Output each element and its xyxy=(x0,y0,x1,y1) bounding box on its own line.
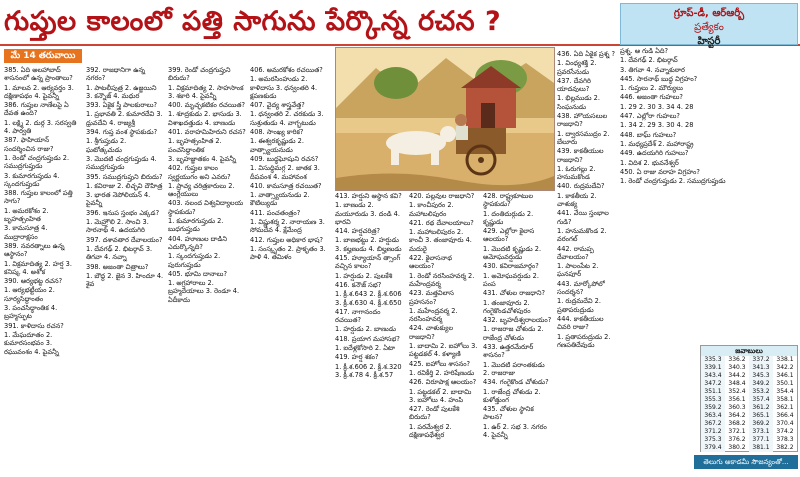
question-line: 1. ఈశ్వరకృష్ణుడు 2. వాత్స్యాయనుడు xyxy=(250,137,304,154)
question-line: 438. హొయసలుల రాజధాని? xyxy=(557,112,608,129)
question-line: 1. పట్టడకల్ 2. బాదామి 3. ఐహోలు 4. హంపి xyxy=(409,387,472,404)
question-line: 437. దేవగిరి యాదవులు? xyxy=(557,76,591,94)
question-line: 1. రాజరాజ చోళుడు 2. రాజేంద్ర చోళుడు xyxy=(483,325,544,342)
question-line: 1. బౌద్ధ 2. జైన 3. హిందూ 4. శైవ xyxy=(86,271,164,289)
question-line: 445. సారనాథ్ బుద్ధ విగ్రహం? xyxy=(620,74,698,83)
question-line: 1. రెండో చంద్రగుప్తుడు 2. సముద్రగుప్తుడు xyxy=(620,177,726,186)
question-line: 1. తంజావూరు 2. గంగైకొండచోళపురం xyxy=(483,298,531,315)
answer-cell: 335.3 xyxy=(701,356,725,364)
answer-cell: 341.3 xyxy=(749,364,773,372)
question-line: 412. గుప్తుల అధికార భాష? xyxy=(250,235,323,244)
answers-title: జవాబులు xyxy=(701,346,797,356)
question-line: 1. రాజేంద్ర చోళుడు 2. కుళోత్తుంగ xyxy=(483,387,541,404)
question-line: 1. అమరసింహుడు 2. కాళిదాసు 3. ధన్వంతరి 4. క్షపణకుడు xyxy=(250,75,318,100)
question-line: 395. సముద్రగుప్తుని బిరుదు? xyxy=(86,172,163,181)
question-line: 422. కైలాసనాథ ఆలయం? xyxy=(409,254,453,271)
question-line: 434. గంగైకొండ చోళుడు? xyxy=(483,378,549,387)
question-line: 1. క్రీ.శ.606 2. క్రీ.శ.320 3. క్రీ.శ.78 4. క్రీ.శ.57 xyxy=(335,362,402,379)
answer-cell: 363.4 xyxy=(701,412,725,420)
question-line: 429. ఎల్లోరా కైలాస ఆలయం? xyxy=(483,227,535,244)
question-line: 428. రాష్ట్రకూటుల స్థాపకుడు? xyxy=(483,192,534,209)
question-line: 410. కామసూత్ర రచయిత? xyxy=(250,181,322,190)
question-line: 1. మహాబలిపురం 2. కాంచీ 3. తంజావూరు 4. మదురై xyxy=(409,228,472,253)
question-line: 1. స్కందగుప్తుడు 2. పురుగుప్తుడు xyxy=(168,252,221,269)
answer-cell: 340.3 xyxy=(728,364,746,371)
question-line: 1. క్రీ.శ.643 2. క్రీ.శ.606 3. క్రీ.శ.630 4. క్రీ.శ.650 xyxy=(335,290,402,307)
question-line: 393. ఏకైక స్త్రీ పాలకురాలు? xyxy=(86,101,158,110)
question-line: 442. రామప్ప దేవాలయం? xyxy=(557,244,594,261)
question-line: 407. వైద్య శాస్త్రవేత్త? xyxy=(250,101,305,110)
series-title: గ్రూప్-డీ, ఆర్ఆర్బీ xyxy=(673,8,745,19)
question-line: 1. సంస్కృతం 2. ప్రాకృతం 3. పాళి 4. తమిళం xyxy=(250,244,326,262)
question-line: 1. కుమారగుప్తుడు 2. బుధగుప్తుడు xyxy=(168,217,224,234)
answer-cell: 368.2 xyxy=(728,420,746,427)
answer-cell: 336.2 xyxy=(728,356,746,363)
question-line: 1. మొదటి కృష్ణుడు 2. అమోఘవర్షుడు xyxy=(483,244,542,262)
answer-cell: 365.1 xyxy=(749,412,773,420)
question-line: 1. విదిశ 2. భువనేశ్వర్ xyxy=(620,158,679,167)
question-line: 435. చోళుల స్థానిక పాలన? xyxy=(483,405,534,422)
question-line: 1. పాటలీపుత్ర 2. ఉజ్జయిని 3. కన్నౌజ్ 4. మధుర xyxy=(86,83,157,100)
question-line: 441. వేయి స్తంభాల గుడి? xyxy=(557,209,609,226)
question-line: 1. అగ్రహారాలు 2. బ్రహ్మదేయాలు 3. రెండూ 4. ఏదీకాదు xyxy=(168,279,240,304)
question-line: 1. మేఘదూతం 2. కుమారసంభవం 3. రఘువంశం 4. పైవన్నీ xyxy=(4,330,59,356)
question-line: 1. కాంచీపురం 2. మహాబలిపురం xyxy=(409,201,454,218)
answer-cell: 343.4 xyxy=(701,372,725,380)
answer-cell: 339.1 xyxy=(701,364,725,372)
question-line: 447. ఎల్లోరా గుహలు? xyxy=(620,112,680,121)
answer-cell: 357.4 xyxy=(749,396,773,404)
question-line: 430. కవిరాజమార్గం? xyxy=(483,262,539,271)
question-line: 418. ప్రయాగ మహాసభ? xyxy=(335,334,400,343)
answer-cell: 374.2 xyxy=(776,428,794,435)
question-line: 1. ఓరుగల్లు 2. హనుమకొండ xyxy=(557,164,596,182)
answer-cell: 372.1 xyxy=(728,428,746,435)
question-line: 396. ఇనుప స్తంభం ఎక్కడ? xyxy=(86,208,160,217)
question-line: 443. మార్కోపోలో సందర్శన? xyxy=(557,279,605,297)
answer-cell: 367.2 xyxy=(701,420,725,428)
answer-cell: 353.2 xyxy=(749,388,773,396)
answers-table xyxy=(700,345,798,452)
answer-cell: 369.2 xyxy=(749,420,773,428)
question-column-6 xyxy=(409,192,479,474)
question-line: 394. గుప్త వంశ స్థాపకుడు? xyxy=(86,128,158,137)
answer-cell: 377.1 xyxy=(749,436,773,444)
question-line: 432. బృహదీశ్వరాలయం? xyxy=(483,316,552,325)
answer-cell: 356.1 xyxy=(728,396,746,403)
question-line: 1. కవిరాజు 2. లిచ్ఛవి దౌహిత్ర xyxy=(86,181,163,190)
answer-cell: 352.4 xyxy=(728,388,746,395)
question-line: 3. కుమారగుప్తుడు 4. స్కందగుప్తుడు xyxy=(4,171,60,188)
question-line: ప్రశ్న. ఆ గుడి ఏది? xyxy=(620,47,669,55)
answer-cell: 350.1 xyxy=(776,380,794,387)
question-line: 1. ప్రతాపరుద్రుడు 2. గణపతిదేవుడు xyxy=(557,332,611,349)
question-line: 416. కనౌజ్ సభ? xyxy=(335,280,382,289)
question-line: 1. ప్రాచ్య చరిత్రకారులు 2. ఆంగ్లేయులు xyxy=(168,181,235,199)
question-line: 1. రుద్రమదేవి 2. ప్రతాపరుద్రుడు xyxy=(557,297,601,314)
question-line: 1. దేవగఢ్ 2. భిటర్గావ్ xyxy=(620,56,678,65)
question-line: 1. కాకతీయ 2. చాళుక్య xyxy=(557,191,597,209)
question-line: 3. బృహజ్జాతకం 4. పైవన్నీ xyxy=(168,154,237,163)
answer-cell: 349.2 xyxy=(749,380,773,388)
series-subtitle: ప్రత్యేకం xyxy=(694,22,724,33)
answers-grid xyxy=(701,356,797,452)
question-line: 1. 34 2. 29 3. 30 4. 28 xyxy=(620,121,694,130)
question-line: 1. వాత్స్యాయనుడు 2. కౌటిల్యుడు xyxy=(250,191,310,208)
question-column-1 xyxy=(4,66,82,474)
question-line: 3. భారత నెపోలియన్ 4. పైవన్నీ xyxy=(86,191,151,208)
question-line: 1. ఆర్యభట్టీయం 2. సూర్యసిద్ధాంతం xyxy=(4,286,55,303)
question-line: 413. హర్షుని ఆస్థాన కవి? xyxy=(335,192,402,200)
answer-cell: 346.1 xyxy=(776,372,794,379)
answer-cell: 355.3 xyxy=(701,396,725,404)
answer-cell: 371.2 xyxy=(701,428,725,436)
question-line: 1. ఐదేళ్లకోసారి 2. ఏటా xyxy=(335,344,396,353)
question-column-8 xyxy=(557,50,615,474)
question-line: 426. విరూపాక్ష ఆలయం? xyxy=(409,378,477,387)
answer-cell: 345.3 xyxy=(749,372,773,380)
question-line: 389. నవరత్నాలు ఉన్న ఆస్థానం? xyxy=(4,241,65,259)
question-line: 388. గుప్తుల కాలంలో పత్తి సాగు? xyxy=(4,189,73,206)
question-line: 423. మత్తవిలాస ప్రహసనం? xyxy=(409,289,454,306)
question-line: 1. అమోఘవర్షుడు 2. పంప xyxy=(483,271,539,288)
question-line: 392. రాజధానిగా ఉన్న నగరం? xyxy=(86,66,146,83)
answer-cell: 373.1 xyxy=(749,428,773,436)
question-line: 419. హర్ష శకం? xyxy=(335,353,379,362)
question-line: 403. నలంద విశ్వవిద్యాలయ స్థాపకుడు? xyxy=(168,199,244,216)
answer-cell: 362.1 xyxy=(776,404,794,411)
question-line: 391. కాళిదాసు రచన? xyxy=(4,321,64,330)
question-line: 420. పల్లవుల రాజధాని? xyxy=(409,192,475,200)
question-line: 414. హర్షచరిత్ర? xyxy=(335,227,381,236)
question-line: 425. ఐహోలు శాసనం? xyxy=(409,359,471,368)
answer-cell: 360.3 xyxy=(728,404,746,411)
question-line: 1. మొదటి పరాంతకుడు 2. రాజరాజు xyxy=(483,360,545,377)
courtesy-footer: తెలుగు అకాడమీ సౌజన్యంతో... xyxy=(694,455,798,469)
question-line: 1. బాణభట్టు 2. హర్షుడు 3. కల్హణుడు 4. బిల్హణుడు xyxy=(335,236,402,253)
question-line: 439. కాకతీయుల రాజధాని? xyxy=(557,147,604,164)
answer-cell: 366.4 xyxy=(776,412,794,419)
question-line: 1. హర్షుడు 2. పులకేశి xyxy=(335,271,393,280)
answer-cell: 342.2 xyxy=(776,364,794,371)
question-line: 399. రెండో చంద్రగుప్తుని బిరుదు? xyxy=(168,66,231,83)
answer-cell: 378.3 xyxy=(776,436,794,443)
question-column-2 xyxy=(86,66,164,474)
question-line: 1. రెండో చంద్రగుప్తుడు 2. సముద్రగుప్తుడు xyxy=(4,153,70,171)
question-line: 3. తిగవా 4. నచ్నాకుఠార xyxy=(620,65,685,74)
answer-cell: 382.2 xyxy=(776,444,794,451)
question-column-5 xyxy=(335,192,405,474)
question-line: 1. బృహత్సంహిత 2. పంచసిద్ధాంతిక xyxy=(168,137,222,154)
question-line: 402. గుప్తుల కాలం స్వర్ణయుగం అని ఎవరు? xyxy=(168,164,231,181)
answer-cell: 379.4 xyxy=(701,444,725,452)
question-line: 1. 29 2. 30 3. 34 4. 28 xyxy=(620,102,694,111)
question-line: 385. ఏది అలహాబాద్ శాసనంలో ఉన్న ప్రాంతాలు? xyxy=(4,66,73,83)
answer-cell: 380.2 xyxy=(728,444,746,451)
question-column-3 xyxy=(168,66,246,474)
question-line: 408. సాంఖ్య కారిక? xyxy=(250,128,304,137)
question-line: 405. భూమి దానాలు? xyxy=(168,269,227,278)
question-line: 1. మెహ్రౌలి 2. సాంచి 3. సారనాథ్ 4. ఉదయగిరి xyxy=(86,218,149,235)
answer-cell: 348.4 xyxy=(728,380,746,387)
question-line: 3. పంచసిద్ధాంతిక 4. బ్రహ్మస్ఫుట xyxy=(4,304,58,321)
question-line: 1. బాణుడు 2. మయూరుడు 3. దండి 4. భారవి xyxy=(335,201,400,226)
question-line: 1. బాదామి 2. ఐహోలు 3. పట్టడకల్ 4. కళ్యాణి xyxy=(409,342,478,359)
question-line: 1. ధన్వంతరి 2. చరకుడు 3. సుశ్రుతుడు 4. వాగ్భటుడు xyxy=(250,110,324,127)
question-line: 449. ఉదయగిరి గుహలు? xyxy=(620,149,689,158)
question-line: 400. మృచ్ఛకటికం రచయిత? xyxy=(168,101,245,110)
question-line: 1. దేవగఢ్ 2. భిటర్గావ్ 3. తిగవా 4. నచ్నా xyxy=(86,244,153,262)
subject-label: హిస్టరీ xyxy=(697,36,721,47)
question-line: 1. ఉర్ 2. సభ 3. నగరం 4. పైవన్నీ xyxy=(483,422,547,440)
question-line: 1. హర్షుడు 2. బాణుడు xyxy=(335,325,396,334)
answer-cell: 338.1 xyxy=(776,356,794,363)
question-line: 1. అమరకోశం 2. బృహత్సంహిత xyxy=(4,206,49,224)
answer-cell: 358.1 xyxy=(776,396,794,403)
question-line: 390. ఆర్యభట్ట రచన? xyxy=(4,277,63,286)
question-column-7 xyxy=(483,192,553,474)
question-line: 446. అజంతా గుహలు? xyxy=(620,93,683,102)
question-line: 1. హనుమకొండ 2. వరంగల్ xyxy=(557,226,607,244)
question-line: 1. పాలంపేట 2. ఘనపూర్ xyxy=(557,262,599,279)
question-line: 1. విష్ణుశర్మ 2. నారాయణ 3. సోమదేవ 4. క్షేమేంద్ర xyxy=(250,218,325,235)
question-line: 404. హూణుల దాడిని ఎదుర్కొన్నది? xyxy=(168,234,228,251)
question-line: 387. ఫాహియాన్ సందర్శించిన రాజు? xyxy=(4,136,54,153)
answer-cell: 347.2 xyxy=(701,380,725,388)
answer-cell: 381.1 xyxy=(749,444,773,452)
question-line: 1. ద్వారసముద్రం 2. బేలూరు xyxy=(557,129,610,146)
question-line: 433. ఉత్తరమేరూర్ శాసనం? xyxy=(483,343,534,360)
question-line: 421. రథ దేవాలయాలు? xyxy=(409,218,474,227)
answer-cell: 364.2 xyxy=(728,412,746,419)
question-line: 1. లక్ష్మి 2. దుర్గ 3. సరస్వతి 4. పార్వతి xyxy=(4,118,77,136)
question-line: 415. హ్యూయాన్ త్సాంగ్ వచ్చిన కాలం? xyxy=(335,254,401,271)
question-line: 417. నాగానందం రచయిత? xyxy=(335,307,381,325)
question-line: 1. రెండో నరసింహవర్మ 2. మహేంద్రవర్మ xyxy=(409,271,475,288)
question-line: 444. కాకతీయుల చివరి రాజు? xyxy=(557,314,604,332)
question-line: 1. రవికీర్తి 2. హరిషేణుడు xyxy=(409,368,475,377)
answer-cell: 354.4 xyxy=(776,388,794,395)
question-line: 3. మొదటి చంద్రగుప్తుడు 4. సముద్రగుప్తుడు xyxy=(86,154,157,172)
question-line: 386. గుప్తుల నాణేలపై ఏ దేవత ఉంది? xyxy=(4,101,69,118)
question-column-9 xyxy=(620,47,796,342)
answer-cell: 376.2 xyxy=(728,436,746,443)
question-line: 406. అమరకోశం రచయిత? xyxy=(250,66,323,74)
historical-painting xyxy=(335,47,555,191)
question-line: 1. విక్రమాదిత్య 2. హర్ష 3. కనిష్క 4. అశోక xyxy=(4,259,72,276)
answer-cell: 370.4 xyxy=(776,420,794,427)
answer-cell: 344.2 xyxy=(728,372,746,379)
question-line: 1. శూద్రకుడు 2. భాసుడు 3. విశాఖదత్తుడు 4. బాణుడు xyxy=(168,110,242,127)
question-line: 427. రెండో పులకేశి బిరుదు? xyxy=(409,405,460,422)
answer-cell: 359.2 xyxy=(701,404,725,412)
series-header-box xyxy=(620,3,798,45)
question-line: 401. వరాహమిహిరుని రచన? xyxy=(168,128,246,137)
question-line: 1. వింధ్యశక్తి 2. ప్రవరసేనుడు xyxy=(557,59,597,76)
question-line: 440. రుద్రమదేవి? xyxy=(557,182,605,191)
question-line: 1. విసుద్ధిమగ్గ 2. జాతక 3. దీపవంశ 4. మహావంశ xyxy=(250,164,320,181)
question-line: 3. కామసూత్ర 4. ముద్రారాక్షసం xyxy=(4,224,48,241)
answer-cell: 351.1 xyxy=(701,388,725,396)
question-line: 424. చాళుక్యుల రాజధాని? xyxy=(409,324,454,341)
question-line: 411. పంచతంత్రం? xyxy=(250,208,301,217)
question-line: 436. ఏది ఏకైక ప్రశ్న ? xyxy=(557,50,615,58)
answer-cell: 361.2 xyxy=(749,404,773,412)
question-line: 1. మాలవ 2. ఆర్యవర్తం 3. దక్షిణాపథం 4. పైవన్నీ xyxy=(4,83,74,100)
question-line: 1. మధ్యప్రదేశ్ 2. మహారాష్ట్ర xyxy=(620,139,694,148)
question-line: 1. మహేంద్రవర్మ 2. నరసింహవర్మ xyxy=(409,306,458,324)
question-line: 1. పరమేశ్వర 2. దక్షిణాపథేశ్వర xyxy=(409,422,452,440)
question-line: 1. భిల్లముడు 2. సింఘనుడు xyxy=(557,94,600,111)
headline: గుప్తుల కాలంలో పత్తి సాగును పేర్కొన్న రచన ? xyxy=(4,6,502,37)
question-line: 431. చోళుల రాజధాని? xyxy=(483,289,545,298)
question-line: 1. విక్రమాదిత్య 2. సాహసాంక 3. శకారి 4. పైవన్నీ xyxy=(168,83,244,100)
question-line: 450. ఏ రాజు వరాహ విగ్రహం? xyxy=(620,167,700,176)
continuation-tag: మే 14 తరువాయి xyxy=(4,49,82,63)
question-line: 398. అజంతా చిత్రాలు? xyxy=(86,262,149,271)
question-line: 409. బుద్ధఘోషుని రచన? xyxy=(250,154,319,163)
question-line: 448. బాఘ్ గుహలు? xyxy=(620,130,677,139)
question-column-4 xyxy=(250,66,330,474)
question-line: 397. దశావతార దేవాలయం? xyxy=(86,235,163,244)
question-line: 1. శ్రీగుప్తుడు 2. ఘటోత్కచుడు xyxy=(86,137,127,154)
answer-cell: 337.2 xyxy=(749,356,773,364)
answer-cell: 375.3 xyxy=(701,436,725,444)
question-line: 1. గుప్తులు 2. మౌర్యులు xyxy=(620,84,683,93)
question-line: 1. దంతిదుర్గుడు 2. కృష్ణుడు xyxy=(483,209,534,226)
question-line: 1. ప్రభావతి 2. కుమారదేవి 3. ధ్రువదేవి 4. రాజ్యశ్రీ xyxy=(86,110,163,127)
